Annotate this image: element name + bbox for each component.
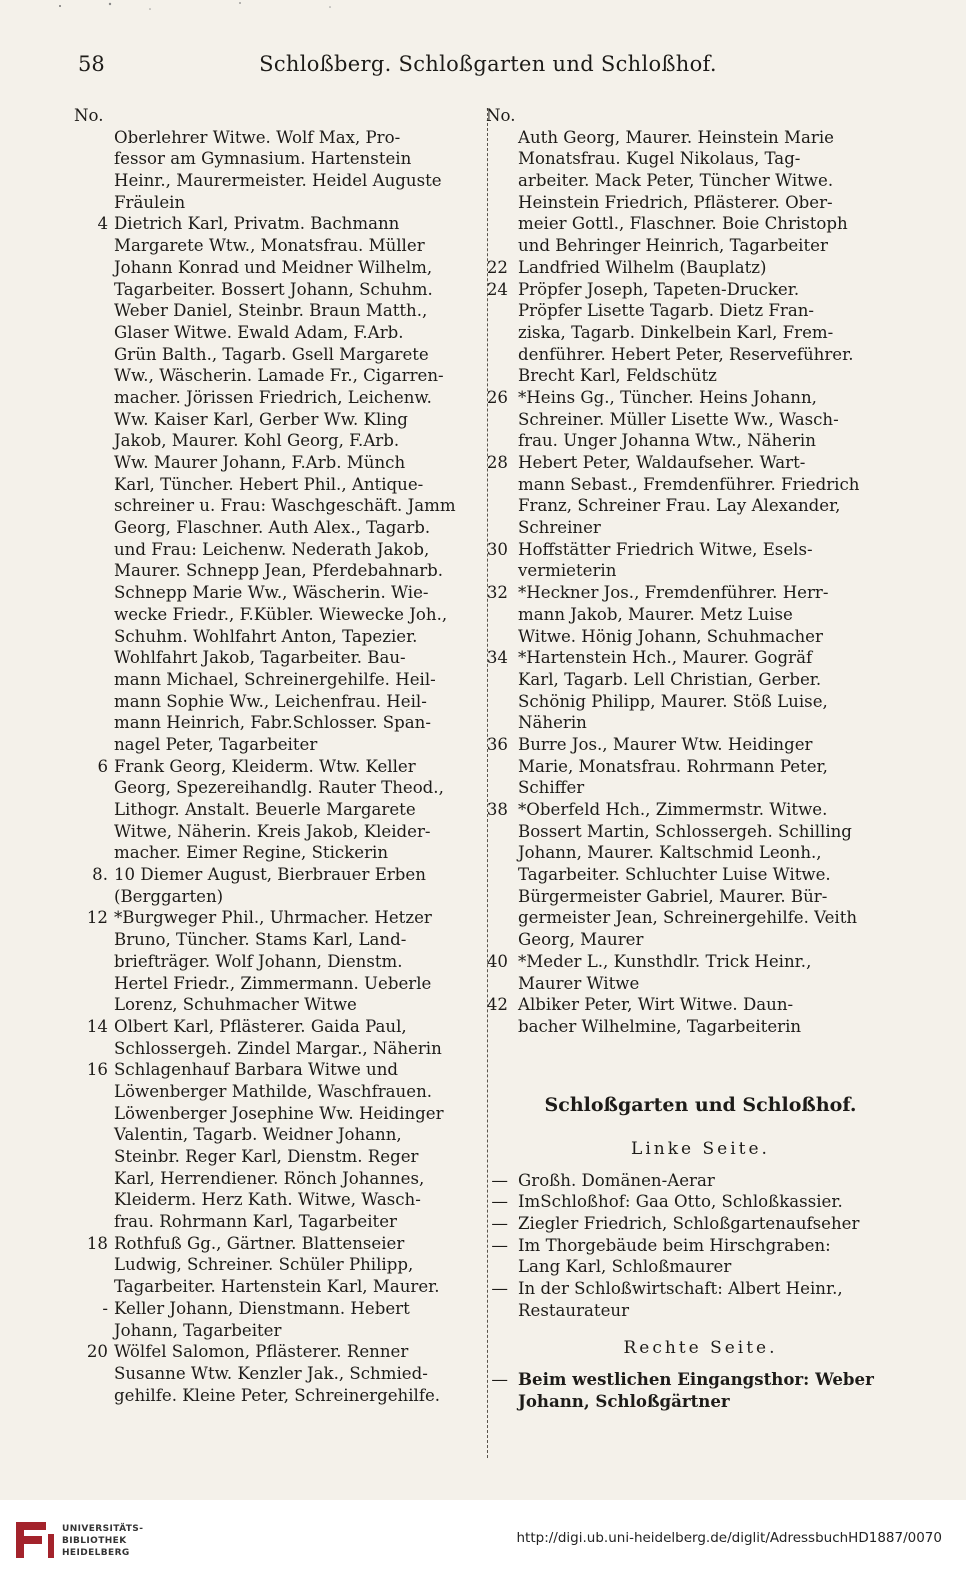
list-item (74, 170, 469, 192)
logo-line-3: HEIDELBERG (62, 1548, 130, 1558)
list-item (478, 474, 893, 496)
entry-text: und Behringer Heinrich, Tagarbeiter (518, 236, 828, 256)
list-item (478, 213, 893, 235)
entry-text: und Frau: Leichenw. Nederath Jakob, (114, 539, 430, 559)
list-item (74, 1276, 469, 1298)
entry-text: denführer. Hebert Peter, Reserveführer. (518, 344, 854, 364)
entry-text: ziska, Tagarb. Dinkelbein Karl, Frem- (518, 322, 834, 342)
entry-text: Johann, Tagarbeiter (114, 1320, 282, 1340)
list-item (478, 626, 893, 648)
list-item (478, 994, 893, 1016)
entry-text: Restaurateur (518, 1300, 630, 1320)
list-item (478, 1235, 893, 1257)
list-item (74, 1233, 469, 1255)
entry-text: Lang Karl, Schloßmaurer (518, 1257, 732, 1277)
entry-text: Schuhm. Wohlfahrt Anton, Tapezier. (114, 626, 418, 646)
list-item (74, 582, 469, 604)
entry-text: Ww. Maurer Johann, F.Arb. Münch (114, 453, 406, 472)
entry-text: Heinstein Friedrich, Pflästerer. Ober- (518, 192, 833, 212)
spacer (478, 1120, 893, 1134)
house-number: 28 (486, 453, 508, 472)
entry-text: Lithogr. Anstalt. Beuerle Margarete (114, 800, 416, 819)
list-item (478, 235, 893, 257)
list-item (74, 474, 469, 496)
list-item (478, 1170, 893, 1192)
entry-text: *Oberfeld Hch., Zimmermstr. Witwe. (518, 800, 828, 819)
column-label-line (478, 105, 893, 127)
entry-text: Ww., Wäscherin. Lamade Fr., Cigarren- (114, 366, 444, 386)
list-item (478, 799, 893, 821)
entry-text: Dietrich Karl, Privatm. Bachmann (114, 214, 400, 234)
list-item (478, 1213, 893, 1235)
list-item (74, 495, 469, 517)
entry-text: Albiker Peter, Wirt Witwe. Daun- (518, 995, 794, 1015)
entry-text: mann Heinrich, Fabr.Schlosser. Span- (114, 713, 431, 733)
list-item (74, 1320, 469, 1342)
entry-text: Schönig Philipp, Maurer. Stöß Luise, (518, 691, 828, 711)
list-item (74, 344, 469, 366)
entry-text: macher. Jörissen Friedrich, Leichenw. (114, 387, 432, 407)
list-item (74, 1385, 469, 1407)
library-logo[interactable] (12, 1516, 162, 1576)
list-item (74, 994, 469, 1016)
number-column-label: No. (74, 106, 104, 125)
house-number: 14 (86, 1016, 108, 1036)
entry-text: mann Michael, Schreinergehilfe. Heil- (114, 669, 436, 689)
entry-text: Ww. Kaiser Karl, Gerber Ww. Kling (114, 409, 408, 429)
entry-text: 10 Diemer August, Bierbrauer Erben (114, 865, 426, 885)
entry-text: Schlossergeh. Zindel Margar., Näherin (114, 1038, 442, 1058)
list-item (478, 560, 893, 582)
entry-text: vermieterin (518, 561, 617, 581)
list-item (478, 279, 893, 301)
entry-text: Löwenberger Mathilde, Waschfrauen. (114, 1081, 433, 1101)
list-item (478, 669, 893, 691)
entry-text: Jakob, Maurer. Kohl Georg, F.Arb. (114, 431, 400, 451)
list-item (478, 539, 893, 561)
list-item (478, 582, 893, 604)
list-item (74, 756, 469, 778)
entry-text: Im Thorgebäude beim Hirschgraben: (518, 1235, 831, 1255)
list-item (74, 257, 469, 279)
entry-text: Wohlfahrt Jakob, Tagarbeiter. Bau- (114, 648, 406, 668)
list-item (478, 192, 893, 214)
list-item (478, 929, 893, 951)
library-seal-icon (12, 1516, 56, 1564)
entry-text: Olbert Karl, Pflästerer. Gaida Paul, (114, 1016, 407, 1036)
entry-text: Tagarbeiter. Bossert Johann, Schuhm. (114, 279, 433, 299)
entry-text: frau. Rohrmann Karl, Tagarbeiter (114, 1212, 397, 1232)
list-item (478, 430, 893, 452)
list-item (74, 560, 469, 582)
list-item (478, 1278, 893, 1300)
list-item (478, 907, 893, 929)
entry-text: Burre Jos., Maurer Wtw. Heidinger (518, 734, 813, 754)
list-item (74, 864, 469, 886)
list-item (74, 452, 469, 474)
entry-text: Pröpfer Joseph, Tapeten-Drucker. (518, 279, 800, 299)
list-item (74, 539, 469, 561)
left-column (74, 105, 469, 1406)
list-item (74, 604, 469, 626)
entry-text: schreiner u. Frau: Waschgeschäft. Jamm (114, 496, 456, 516)
entry-text: Lorenz, Schuhmacher Witwe (114, 995, 357, 1015)
entry-text: wecke Friedr., F.Kübler. Wiewecke Joh., (114, 604, 448, 624)
entry-text: Schreiner (518, 518, 601, 538)
house-number: 4 (97, 214, 108, 234)
house-number: — (491, 1192, 508, 1212)
list-item (478, 1256, 893, 1278)
list-item (74, 907, 469, 929)
house-number: - (102, 1298, 108, 1318)
list-item (478, 777, 893, 799)
section-title: Schloßgarten und Schloßhof. (544, 1093, 857, 1116)
house-number: 38 (486, 800, 508, 819)
entry-text: mann Sebast., Fremdenführer. Friedrich (518, 474, 860, 494)
entry-text: Georg, Maurer (518, 930, 644, 950)
list-item (74, 300, 469, 322)
house-number: 30 (486, 539, 508, 559)
list-item (478, 886, 893, 908)
entry-text: Witwe, Näherin. Kreis Jakob, Kleider- (114, 821, 431, 841)
entry-text: ImSchloßhof: Gaa Otto, Schloßkassier. (518, 1192, 843, 1212)
entry-text: Maurer. Schnepp Jean, Pferdebahnarb. (114, 561, 444, 581)
left-side-heading: Linke Seite. (631, 1138, 770, 1159)
spacer (478, 1321, 893, 1333)
entry-text: Georg, Flaschner. Auth Alex., Tagarb. (114, 518, 431, 538)
entry-text: *Meder L., Kunsthdlr. Trick Heinr., (518, 951, 812, 971)
entry-text: Johann, Schloßgärtner (518, 1391, 730, 1412)
entry-text: *Burgweger Phil., Uhrmacher. Hetzer (114, 908, 432, 928)
list-item (74, 1168, 469, 1190)
entry-text: Hebert Peter, Waldaufseher. Wart- (518, 453, 806, 472)
entry-text: Fräulein (114, 192, 186, 212)
entry-text: Susanne Wtw. Kenzler Jak., Schmied- (114, 1363, 428, 1383)
entry-text: meier Gottl., Flaschner. Boie Christoph (518, 214, 848, 234)
entry-text: Löwenberger Josephine Ww. Heidinger (114, 1103, 444, 1123)
entry-text: Weber Daniel, Steinbr. Braun Matth., (114, 301, 428, 321)
entry-text: Beim westlichen Eingangsthor: Weber (518, 1369, 874, 1390)
list-item (478, 387, 893, 409)
entry-text: Bürgermeister Gabriel, Maurer. Bür- (518, 886, 828, 906)
list-item (74, 517, 469, 539)
list-item (74, 409, 469, 431)
logo-line-2: BIBLIOTHEK (62, 1536, 127, 1546)
entry-text: Landfried Wilhelm (Bauplatz) (518, 257, 767, 277)
list-item (478, 409, 893, 431)
entry-text: Hertel Friedr., Zimmermann. Ueberle (114, 973, 432, 993)
list-item (478, 1369, 893, 1391)
entry-text: Bruno, Tüncher. Stams Karl, Land- (114, 930, 407, 950)
entry-text: Näherin (518, 713, 587, 733)
list-item (478, 951, 893, 973)
list-item (74, 1124, 469, 1146)
house-number: 16 (86, 1060, 108, 1080)
entry-text: Schreiner. Müller Lisette Ww., Wasch- (518, 409, 839, 429)
list-item (74, 1038, 469, 1060)
house-number: 26 (486, 387, 508, 407)
entry-text: Ziegler Friedrich, Schloßgartenaufseher (518, 1213, 860, 1233)
list-item (74, 213, 469, 235)
column-label-line (74, 105, 469, 127)
list-item (74, 712, 469, 734)
entry-text: bacher Wilhelmine, Tagarbeiterin (518, 1016, 802, 1036)
entry-text: *Heckner Jos., Fremdenführer. Herr- (518, 583, 829, 603)
entry-text: Auth Georg, Maurer. Heinstein Marie (518, 127, 834, 147)
list-item (74, 1341, 469, 1363)
house-number: — (491, 1170, 508, 1190)
page-title: Schloßberg. Schloßgarten und Schloßhof. (259, 52, 717, 76)
house-number: — (491, 1370, 508, 1390)
house-number: 8. (92, 865, 108, 885)
list-item (74, 929, 469, 951)
entry-text: Karl, Tüncher. Hebert Phil., Antique- (114, 474, 424, 494)
list-item (74, 148, 469, 170)
entry-text: Schiffer (518, 778, 585, 798)
entry-text: briefträger. Wolf Johann, Dienstm. (114, 951, 403, 971)
house-number: — (491, 1213, 508, 1233)
entry-text: *Hartenstein Hch., Maurer. Gogräf (518, 648, 813, 668)
entry-text: Monatsfrau. Kugel Nikolaus, Tag- (518, 149, 801, 169)
list-item (74, 1189, 469, 1211)
list-item (478, 300, 893, 322)
entry-text: arbeiter. Mack Peter, Tüncher Witwe. (518, 171, 834, 191)
list-item (74, 387, 469, 409)
house-number: 36 (486, 734, 508, 754)
house-number: 42 (486, 995, 508, 1015)
scan-specks (0, 0, 966, 30)
house-number: 20 (86, 1342, 108, 1362)
house-number: 6 (97, 756, 108, 776)
list-item (478, 148, 893, 170)
entry-text: mann Sophie Ww., Leichenfrau. Heil- (114, 691, 427, 711)
list-item (478, 734, 893, 756)
list-item (74, 1146, 469, 1168)
entry-text: Steinbr. Reger Karl, Dienstm. Reger (114, 1147, 419, 1166)
entry-text: Franz, Schreiner Frau. Lay Alexander, (518, 496, 841, 516)
list-item (478, 257, 893, 279)
list-item (74, 734, 469, 756)
list-item (74, 821, 469, 843)
entry-text: Georg, Spezereihandlg. Rauter Theod., (114, 778, 444, 798)
entry-text: Hoffstätter Friedrich Witwe, Esels- (518, 539, 813, 559)
entry-text: *Heins Gg., Tüncher. Heins Johann, (518, 387, 817, 407)
right-side-heading: Rechte Seite. (623, 1338, 778, 1359)
list-item (74, 842, 469, 864)
list-item (478, 756, 893, 778)
house-number: 34 (486, 648, 508, 668)
logo-line-1: UNIVERSITÄTS- (62, 1524, 144, 1534)
list-item (478, 691, 893, 713)
list-item (478, 1191, 893, 1213)
entry-text: Witwe. Hönig Johann, Schuhmacher (518, 626, 823, 646)
list-item (478, 973, 893, 995)
list-item (478, 452, 893, 474)
list-item (478, 842, 893, 864)
list-item (478, 495, 893, 517)
list-item (74, 1363, 469, 1385)
footer-bar (0, 1500, 966, 1589)
list-item (74, 1211, 469, 1233)
entry-text: Tagarbeiter. Schluchter Luise Witwe. (518, 865, 831, 885)
house-number: 40 (486, 951, 508, 971)
page-number: 58 (78, 52, 105, 76)
entry-text: Tagarbeiter. Hartenstein Karl, Maurer. (114, 1277, 440, 1297)
entry-text: Rothfuß Gg., Gärtner. Blattenseier (114, 1233, 405, 1253)
list-item (74, 192, 469, 214)
list-item (74, 235, 469, 257)
entry-text: In der Schloßwirtschaft: Albert Heinr., (518, 1279, 843, 1298)
entry-text: Bossert Martin, Schlossergeh. Schilling (518, 821, 852, 841)
list-item (478, 344, 893, 366)
entry-text: Margarete Wtw., Monatsfrau. Müller (114, 236, 425, 256)
list-item (74, 1103, 469, 1125)
entry-text: Heinr., Maurermeister. Heidel Auguste (114, 171, 442, 191)
source-url[interactable]: http://digi.ub.uni-heidelberg.de/diglit/AdressbuchHD1887/0070 (516, 1530, 942, 1546)
list-item (74, 886, 469, 908)
list-item (478, 517, 893, 539)
list-item (478, 170, 893, 192)
list-item (74, 430, 469, 452)
entry-text: (Berggarten) (114, 886, 224, 906)
entry-text: Maurer Witwe (518, 973, 640, 993)
house-number: 32 (486, 583, 508, 603)
list-item (74, 973, 469, 995)
list-item (74, 1254, 469, 1276)
list-item (74, 1298, 469, 1320)
entry-text: Marie, Monatsfrau. Rohrmann Peter, (518, 756, 828, 776)
list-item (74, 626, 469, 648)
entry-text: Johann Konrad und Meidner Wilhelm, (114, 257, 433, 277)
spacer (478, 1038, 893, 1090)
list-item (478, 864, 893, 886)
house-number: 24 (486, 279, 508, 299)
entry-text: Frank Georg, Kleiderm. Wtw. Keller (114, 756, 416, 776)
list-item (478, 712, 893, 734)
entry-text: Karl, Herrendiener. Rönch Johannes, (114, 1168, 425, 1188)
entry-text: Ludwig, Schreiner. Schüler Philipp, (114, 1255, 414, 1275)
list-item (478, 127, 893, 149)
entry-text: gehilfe. Kleine Peter, Schreinergehilfe. (114, 1385, 441, 1405)
list-item (74, 647, 469, 669)
number-column-label: No. (486, 106, 516, 125)
entry-text: Oberlehrer Witwe. Wolf Max, Pro- (114, 127, 401, 147)
house-number: — (491, 1279, 508, 1298)
entry-text: Glaser Witwe. Ewald Adam, F.Arb. (114, 322, 404, 342)
entry-text: Großh. Domänen-Aerar (518, 1170, 715, 1190)
entry-text: Wölfel Salomon, Pflästerer. Renner (114, 1342, 409, 1362)
entry-text: Valentin, Tagarb. Weidner Johann, (114, 1125, 402, 1145)
entry-text: nagel Peter, Tagarbeiter (114, 734, 318, 754)
list-item (74, 1081, 469, 1103)
entry-text: Kleiderm. Herz Kath. Witwe, Wasch- (114, 1190, 421, 1210)
entry-text: Brecht Karl, Feldschütz (518, 366, 717, 386)
entry-text: Pröpfer Lisette Tagarb. Dietz Fran- (518, 301, 815, 321)
entry-text: frau. Unger Johanna Wtw., Näherin (518, 431, 816, 451)
list-item (478, 322, 893, 344)
entry-text: Karl, Tagarb. Lell Christian, Gerber. (518, 669, 822, 689)
entry-text: Keller Johann, Dienstmann. Hebert (114, 1298, 410, 1318)
list-item (478, 1391, 893, 1413)
page-header (78, 52, 898, 82)
entry-text: macher. Eimer Regine, Stickerin (114, 843, 389, 863)
list-item (74, 127, 469, 149)
house-number: 18 (86, 1233, 108, 1253)
list-item (74, 951, 469, 973)
list-item (478, 821, 893, 843)
entry-text: fessor am Gymnasium. Hartenstein (114, 149, 412, 169)
list-item (478, 604, 893, 626)
house-number: — (491, 1235, 508, 1255)
entry-text: germeister Jean, Schreinergehilfe. Veith (518, 908, 858, 928)
right-column (478, 105, 893, 1413)
entry-text: Johann, Maurer. Kaltschmid Leonh., (518, 843, 822, 863)
list-item (74, 777, 469, 799)
list-item (478, 1300, 893, 1322)
house-number: 12 (86, 908, 108, 928)
list-item (74, 279, 469, 301)
entry-text: Schnepp Marie Ww., Wäscherin. Wie- (114, 583, 429, 603)
list-item (74, 799, 469, 821)
list-item (478, 365, 893, 387)
list-item (74, 691, 469, 713)
list-item (74, 365, 469, 387)
list-item (478, 1016, 893, 1038)
list-item (478, 647, 893, 669)
house-number: 22 (486, 257, 508, 277)
entry-text: Grün Balth., Tagarb. Gsell Margarete (114, 344, 429, 364)
list-item (74, 322, 469, 344)
list-item (74, 1059, 469, 1081)
list-item (74, 669, 469, 691)
entry-text: mann Jakob, Maurer. Metz Luise (518, 604, 793, 624)
list-item (74, 1016, 469, 1038)
entry-text: Schlagenhauf Barbara Witwe und (114, 1060, 399, 1080)
